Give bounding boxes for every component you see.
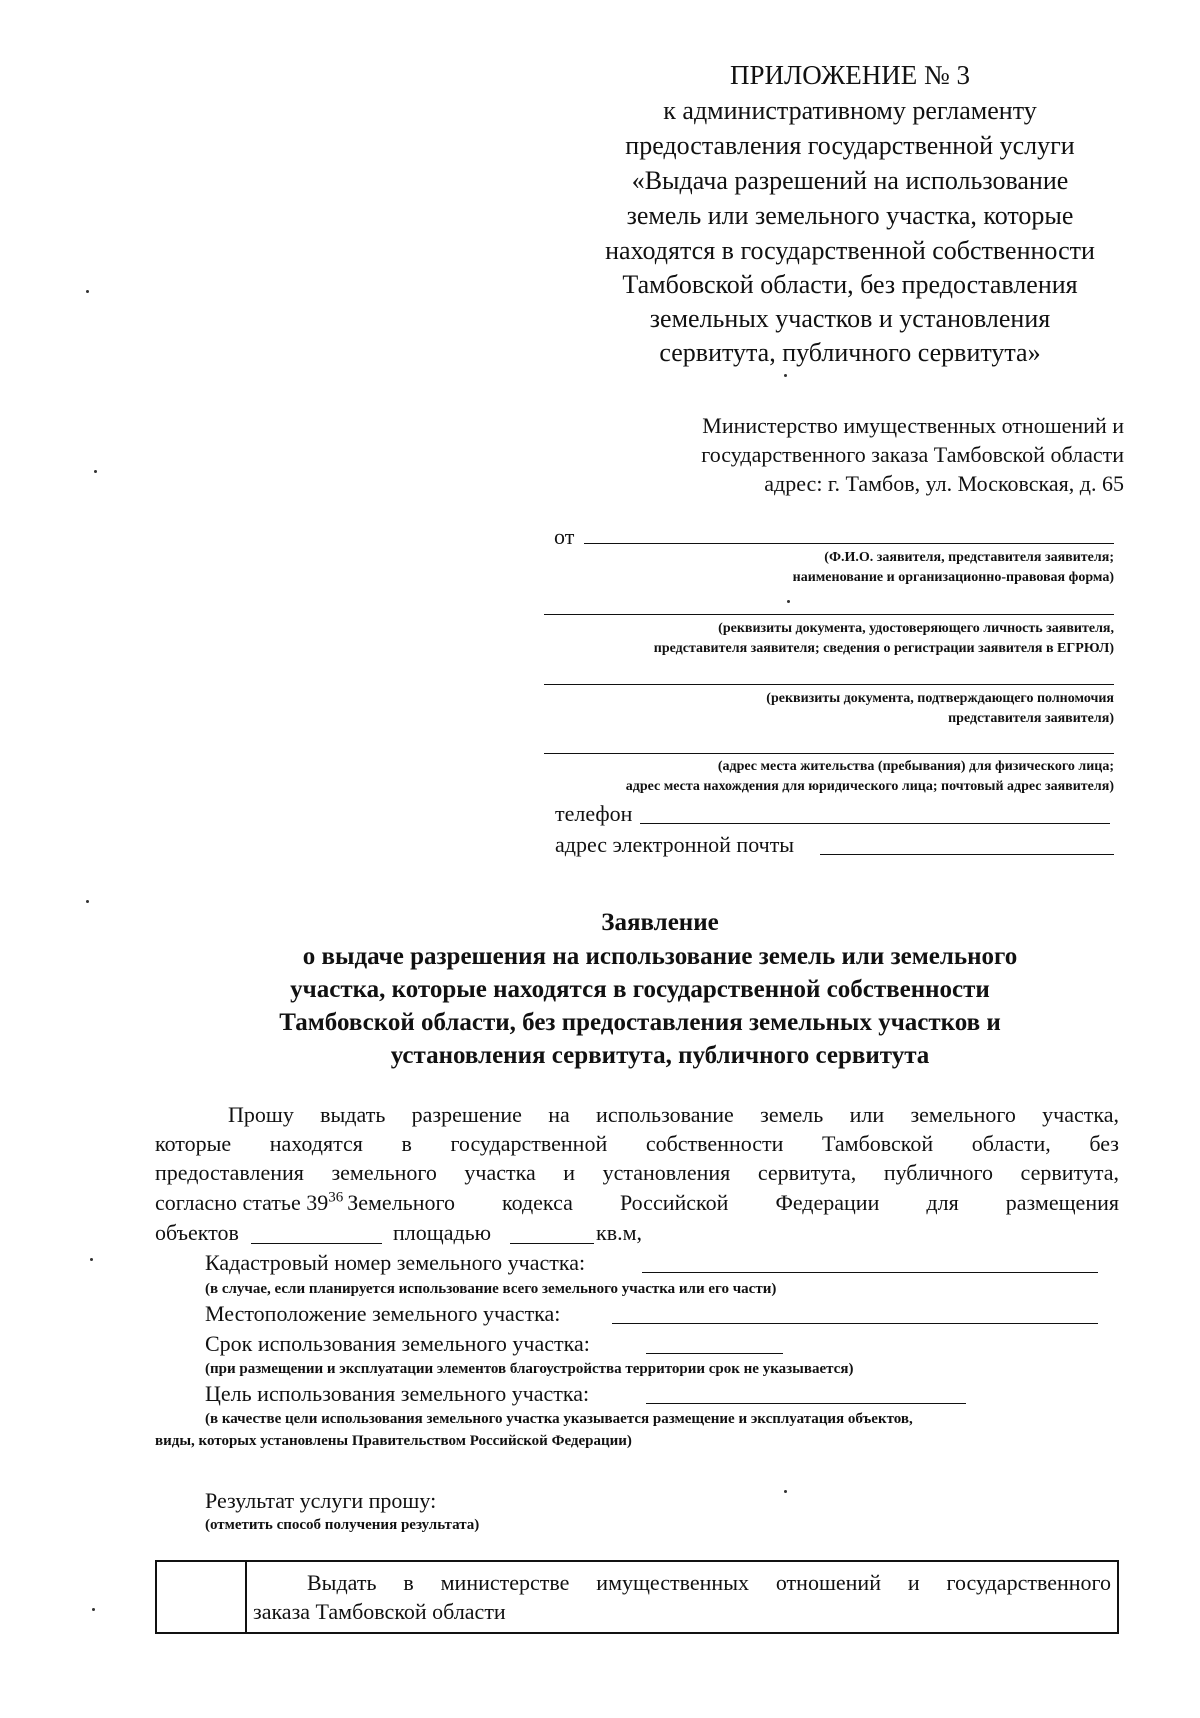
location-field[interactable] xyxy=(612,1323,1098,1324)
scan-speck xyxy=(92,1608,95,1611)
objects-field[interactable] xyxy=(251,1243,382,1244)
field-caption: (Ф.И.О. заявителя, представителя заявителя; xyxy=(824,550,1114,565)
term-label: Срок использования земельного участка: xyxy=(205,1331,590,1356)
field-caption: (реквизиты документа, удостоверяющего личность заявителя, xyxy=(718,621,1114,636)
document-subtitle-line: Тамбовской области, без предоставления земельных участков и xyxy=(279,1009,1001,1036)
body-line: Прошу выдать разрешение на использование земель или земельного участка, xyxy=(228,1102,1119,1127)
identity-document-field[interactable] xyxy=(544,614,1114,615)
header-line: сервитута, публичного сервитута» xyxy=(659,338,1041,367)
area-field[interactable] xyxy=(510,1243,594,1244)
cadastral-note: (в случае, если планируется использование всего земельного участка или его части) xyxy=(205,1281,777,1297)
from-label: от xyxy=(554,524,575,549)
body-line: которые находятся в государственной собственности Тамбовской области, без xyxy=(155,1131,1119,1156)
cadastral-label: Кадастровый номер земельного участка: xyxy=(205,1250,586,1275)
article-ref-rest: Земельного кодекса Российской Федерации для размещения xyxy=(347,1190,1119,1215)
location-label: Местоположение земельного участка: xyxy=(205,1301,561,1326)
purpose-note: виды, которых установлены Правительством Российской Федерации) xyxy=(155,1433,632,1449)
document-subtitle-line: установления сервитута, публичного сервитута xyxy=(390,1042,930,1069)
scan-speck xyxy=(86,290,89,293)
term-note: (при размещении и эксплуатации элементов благоустройства территории срок не указывается) xyxy=(205,1361,854,1377)
result-label: Результат услуги прошу: xyxy=(205,1488,437,1513)
authority-document-field[interactable] xyxy=(544,684,1114,685)
header-line: земельных участков и установления xyxy=(649,304,1051,333)
recipient-line: Министерство имущественных отношений и xyxy=(702,413,1124,438)
applicant-name-field[interactable] xyxy=(584,543,1114,544)
recipient-address: адрес: г. Тамбов, ул. Московская, д. 65 xyxy=(764,471,1124,496)
header-line: земель или земельного участка, которые xyxy=(626,201,1074,230)
scan-speck xyxy=(90,1258,93,1261)
purpose-field[interactable] xyxy=(646,1403,966,1404)
scan-speck xyxy=(784,374,787,377)
header-line: предоставления государственной услуги xyxy=(625,131,1075,160)
purpose-note: (в качестве цели использования земельного участка указывается размещение и эксплуатация объектов, xyxy=(205,1411,913,1427)
article-superscript: 36 xyxy=(328,1189,344,1206)
scan-speck xyxy=(787,600,790,603)
field-caption: (адрес места жительства (пребывания) для физического лица; xyxy=(717,759,1114,774)
scan-speck xyxy=(784,1490,787,1493)
option-checkbox-cell[interactable] xyxy=(157,1562,247,1632)
scan-speck xyxy=(94,470,97,473)
recipient-line: государственного заказа Тамбовской области xyxy=(701,442,1124,467)
objects-label: объектов xyxy=(155,1220,239,1245)
appendix-title: ПРИЛОЖЕНИЕ № 3 xyxy=(729,60,971,90)
area-unit: кв.м, xyxy=(596,1220,642,1245)
option-line: Выдать в министерстве имущественных отношений и государственного xyxy=(307,1570,1111,1595)
field-caption: представителя заявителя; сведения о регистрации заявителя в ЕГРЮЛ) xyxy=(653,641,1114,656)
header-line: Тамбовской области, без предоставления xyxy=(622,270,1078,299)
scan-speck xyxy=(86,900,89,903)
document-subtitle-line: участка, которые находятся в государственной собственности xyxy=(290,976,990,1003)
area-label: площадью xyxy=(393,1220,492,1245)
field-caption: (реквизиты документа, подтверждающего полномочия xyxy=(766,691,1114,706)
header-line: к административному регламенту xyxy=(663,96,1037,125)
purpose-label: Цель использования земельного участка: xyxy=(205,1381,590,1406)
header-line: находятся в государственной собственности xyxy=(605,236,1095,265)
document-title: Заявление xyxy=(601,909,719,936)
result-options-table xyxy=(155,1560,1119,1634)
article-ref: согласно статье 39 xyxy=(155,1190,329,1215)
email-label: адрес электронной почты xyxy=(555,832,795,857)
field-caption: представителя заявителя) xyxy=(948,711,1114,726)
email-field[interactable] xyxy=(820,854,1114,855)
field-caption: наименование и организационно-правовая форма) xyxy=(792,570,1114,585)
result-note: (отметить способ получения результата) xyxy=(205,1517,480,1533)
phone-label: телефон xyxy=(555,801,633,826)
term-field[interactable] xyxy=(646,1353,783,1354)
cadastral-field[interactable] xyxy=(642,1272,1098,1273)
phone-field[interactable] xyxy=(640,823,1110,824)
address-field[interactable] xyxy=(544,753,1114,754)
option-line: заказа Тамбовской области xyxy=(253,1599,506,1624)
body-line xyxy=(155,1188,1119,1217)
option-text-cell xyxy=(253,1568,1111,1626)
header-line: «Выдача разрешений на использование xyxy=(631,166,1069,195)
document-subtitle-line: о выдаче разрешения на использование земель или земельного xyxy=(302,943,1018,970)
field-caption: адрес места нахождения для юридического лица; почтовый адрес заявителя) xyxy=(625,779,1114,794)
body-line: предоставления земельного участка и установления сервитута, публичного сервитута, xyxy=(155,1160,1119,1185)
